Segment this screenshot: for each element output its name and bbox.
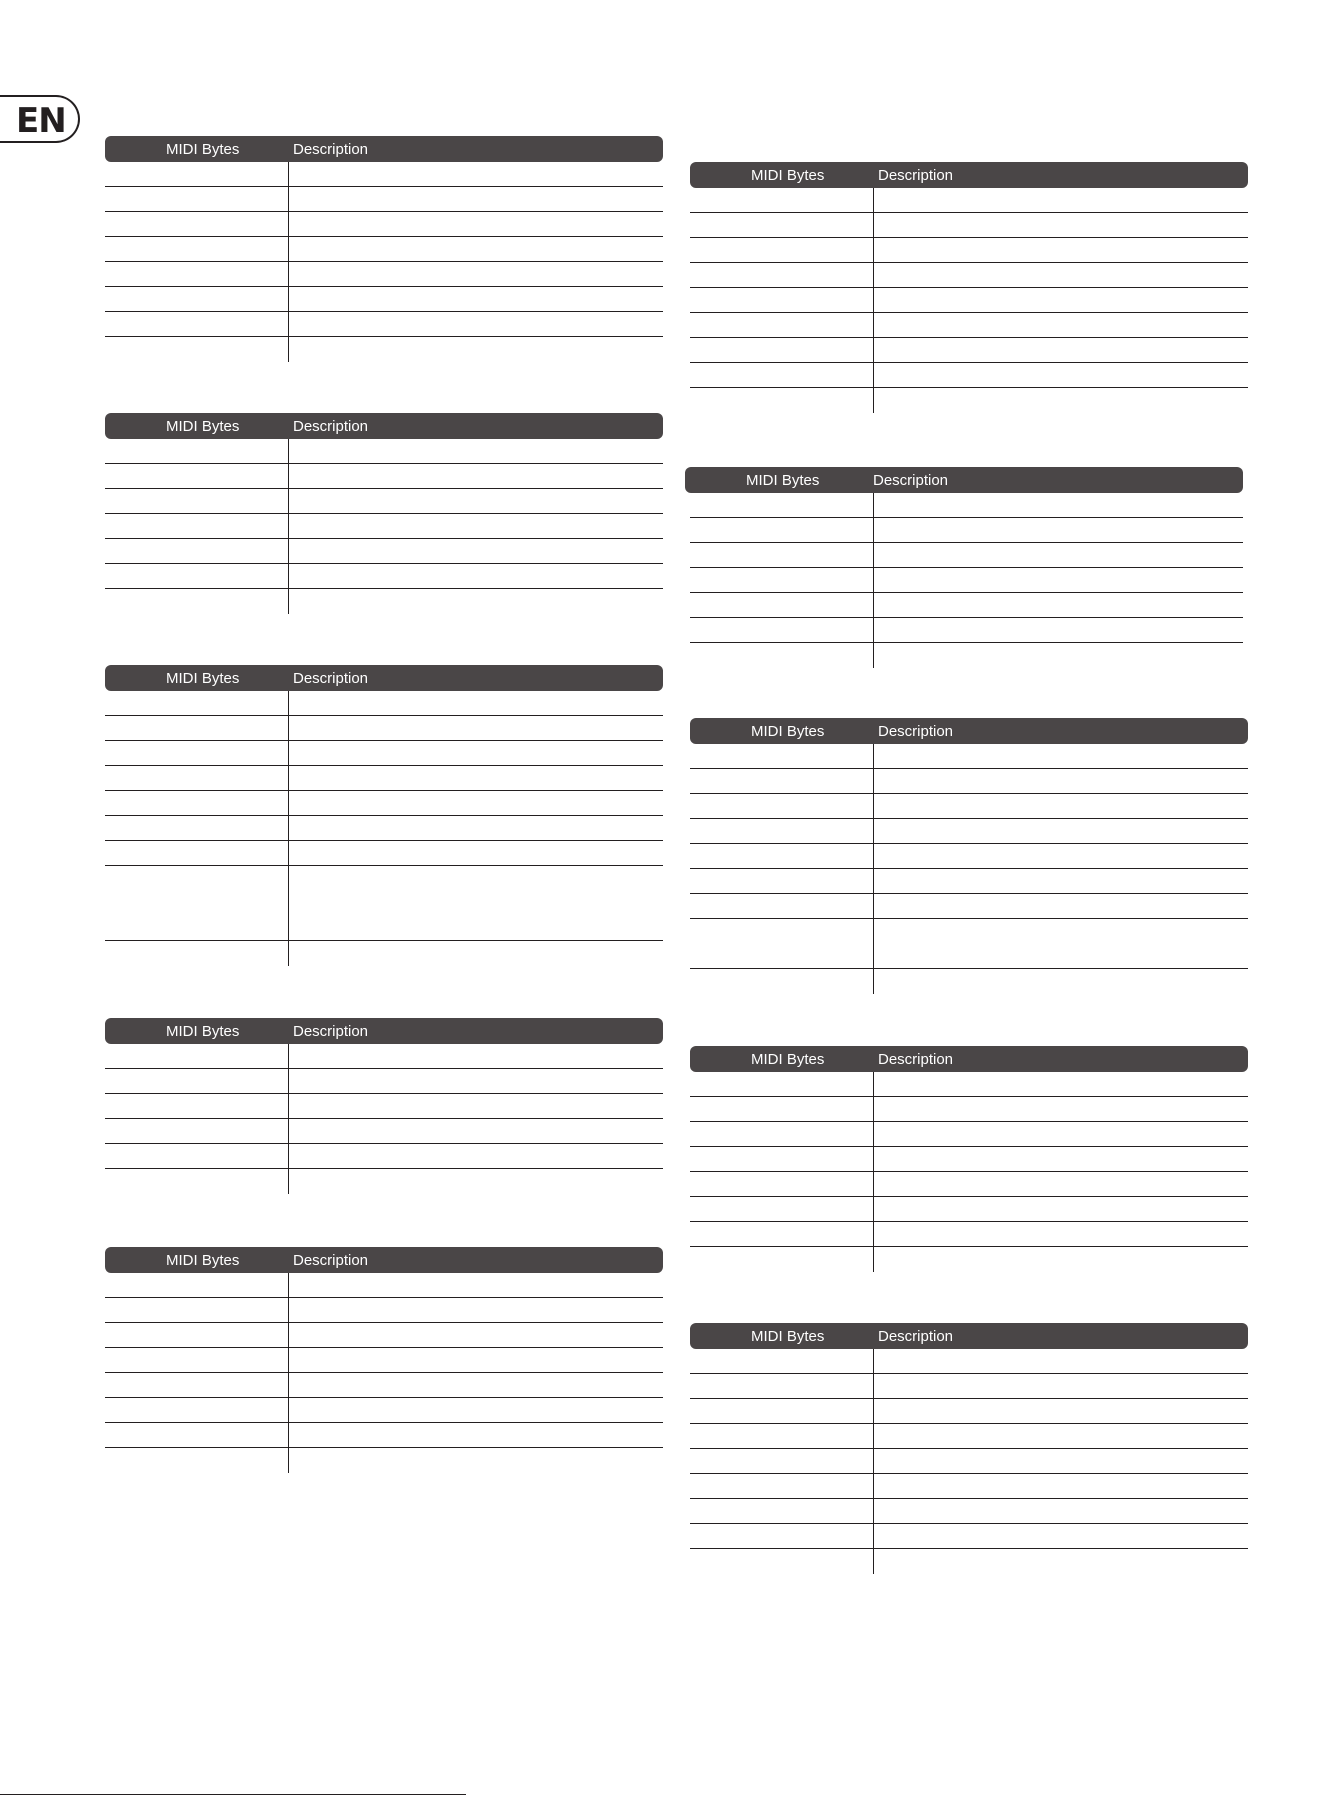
table-row xyxy=(690,188,1248,213)
column-divider xyxy=(873,1349,874,1574)
table-header xyxy=(685,467,1243,493)
header-midi-bytes: MIDI Bytes xyxy=(166,1023,240,1040)
table-row xyxy=(690,1449,1248,1474)
table-row xyxy=(105,1169,663,1194)
table-row xyxy=(690,493,1243,518)
table-row xyxy=(690,1399,1248,1424)
table-body xyxy=(105,439,663,614)
header-midi-bytes: MIDI Bytes xyxy=(746,472,820,489)
table-row xyxy=(690,313,1248,338)
table-row xyxy=(690,744,1248,769)
table-row xyxy=(105,866,663,941)
table-row xyxy=(105,741,663,766)
table-row xyxy=(105,1373,663,1398)
table-row xyxy=(690,363,1248,388)
table-row xyxy=(105,816,663,841)
column-divider xyxy=(288,439,289,614)
midi-table xyxy=(690,718,1248,994)
table-header xyxy=(690,718,1248,744)
table-row xyxy=(690,518,1243,543)
table-body xyxy=(105,162,663,362)
table-row xyxy=(105,1398,663,1423)
header-midi-bytes: MIDI Bytes xyxy=(166,670,240,687)
header-description: Description xyxy=(293,1023,369,1040)
table-row xyxy=(105,287,663,312)
table-header xyxy=(105,1018,663,1044)
table-row xyxy=(690,1499,1248,1524)
table-row xyxy=(105,489,663,514)
language-tab xyxy=(0,95,80,143)
table-row xyxy=(105,1423,663,1448)
table-header xyxy=(690,1323,1248,1349)
midi-table xyxy=(105,413,663,614)
table-row xyxy=(690,643,1243,668)
header-midi-bytes: MIDI Bytes xyxy=(751,723,825,740)
table-row xyxy=(690,894,1248,919)
table-row xyxy=(105,464,663,489)
table-row xyxy=(105,1348,663,1373)
table-row xyxy=(105,237,663,262)
header-description: Description xyxy=(293,141,369,158)
table-row xyxy=(690,1122,1248,1147)
table-row xyxy=(105,1448,663,1473)
table-row xyxy=(105,312,663,337)
table-row xyxy=(105,1273,663,1298)
table-row xyxy=(690,1424,1248,1449)
header-midi-bytes: MIDI Bytes xyxy=(751,1051,825,1068)
table-row xyxy=(690,238,1248,263)
header-midi-bytes: MIDI Bytes xyxy=(751,167,825,184)
table-row xyxy=(105,1298,663,1323)
table-row xyxy=(690,388,1248,413)
language-label: EN xyxy=(16,101,66,141)
table-row xyxy=(690,869,1248,894)
table-row xyxy=(105,716,663,741)
table-row xyxy=(690,1222,1248,1247)
table-row xyxy=(690,618,1243,643)
header-midi-bytes: MIDI Bytes xyxy=(166,1252,240,1269)
midi-table xyxy=(685,467,1243,668)
header-midi-bytes: MIDI Bytes xyxy=(166,418,240,435)
table-row xyxy=(105,514,663,539)
column-divider xyxy=(873,493,874,668)
table-row xyxy=(105,187,663,212)
table-row xyxy=(690,819,1248,844)
table-row xyxy=(690,263,1248,288)
table-header xyxy=(105,136,663,162)
table-row xyxy=(690,1349,1248,1374)
table-body xyxy=(690,1072,1248,1272)
table-header xyxy=(105,1247,663,1273)
table-row xyxy=(105,337,663,362)
table-row xyxy=(690,794,1248,819)
header-description: Description xyxy=(878,167,954,184)
column-divider xyxy=(873,188,874,413)
header-midi-bytes: MIDI Bytes xyxy=(751,1328,825,1345)
column-divider xyxy=(873,744,874,994)
table-row xyxy=(690,1072,1248,1097)
table-row xyxy=(690,1147,1248,1172)
table-row xyxy=(105,262,663,287)
table-body xyxy=(105,1044,663,1194)
header-description: Description xyxy=(293,418,369,435)
table-row xyxy=(690,919,1248,969)
column-divider xyxy=(288,691,289,966)
table-row xyxy=(105,564,663,589)
table-row xyxy=(105,1119,663,1144)
table-row xyxy=(105,1144,663,1169)
table-header xyxy=(690,1046,1248,1072)
midi-table xyxy=(690,1323,1248,1574)
midi-table xyxy=(105,136,663,362)
table-body xyxy=(105,1273,663,1473)
table-row xyxy=(690,1524,1248,1549)
table-body xyxy=(690,188,1248,413)
table-row xyxy=(105,1094,663,1119)
midi-table xyxy=(690,1046,1248,1272)
midi-table xyxy=(105,665,663,966)
table-row xyxy=(105,766,663,791)
table-row xyxy=(690,844,1248,869)
table-row xyxy=(105,841,663,866)
header-description: Description xyxy=(293,1252,369,1269)
table-row xyxy=(690,969,1248,994)
table-body xyxy=(690,744,1248,994)
midi-table xyxy=(690,162,1248,413)
table-row xyxy=(105,162,663,187)
table-row xyxy=(690,568,1243,593)
table-row xyxy=(105,941,663,966)
table-row xyxy=(690,1097,1248,1122)
table-row xyxy=(690,213,1248,238)
column-divider xyxy=(288,1044,289,1194)
table-row xyxy=(690,288,1248,313)
table-header xyxy=(105,665,663,691)
table-body xyxy=(690,493,1243,668)
table-row xyxy=(105,791,663,816)
table-row xyxy=(690,1374,1248,1399)
table-row xyxy=(105,1069,663,1094)
table-row xyxy=(690,1549,1248,1574)
table-body xyxy=(690,1349,1248,1574)
table-row xyxy=(105,1044,663,1069)
header-description: Description xyxy=(878,723,954,740)
table-row xyxy=(105,1323,663,1348)
table-row xyxy=(105,589,663,614)
table-row xyxy=(690,338,1248,363)
header-description: Description xyxy=(293,670,369,687)
table-row xyxy=(105,439,663,464)
table-header xyxy=(690,162,1248,188)
table-row xyxy=(690,1197,1248,1222)
midi-table xyxy=(105,1247,663,1473)
table-row xyxy=(105,212,663,237)
column-divider xyxy=(288,162,289,362)
footer-rule xyxy=(0,1794,466,1795)
column-divider xyxy=(288,1273,289,1473)
table-row xyxy=(105,539,663,564)
table-row xyxy=(690,769,1248,794)
table-row xyxy=(690,1247,1248,1272)
table-body xyxy=(105,691,663,966)
table-row xyxy=(690,1474,1248,1499)
table-row xyxy=(690,593,1243,618)
table-header xyxy=(105,413,663,439)
header-description: Description xyxy=(878,1328,954,1345)
table-row xyxy=(105,691,663,716)
table-row xyxy=(690,1172,1248,1197)
column-divider xyxy=(873,1072,874,1272)
table-row xyxy=(690,543,1243,568)
header-midi-bytes: MIDI Bytes xyxy=(166,141,240,158)
midi-table xyxy=(105,1018,663,1194)
header-description: Description xyxy=(873,472,949,489)
header-description: Description xyxy=(878,1051,954,1068)
